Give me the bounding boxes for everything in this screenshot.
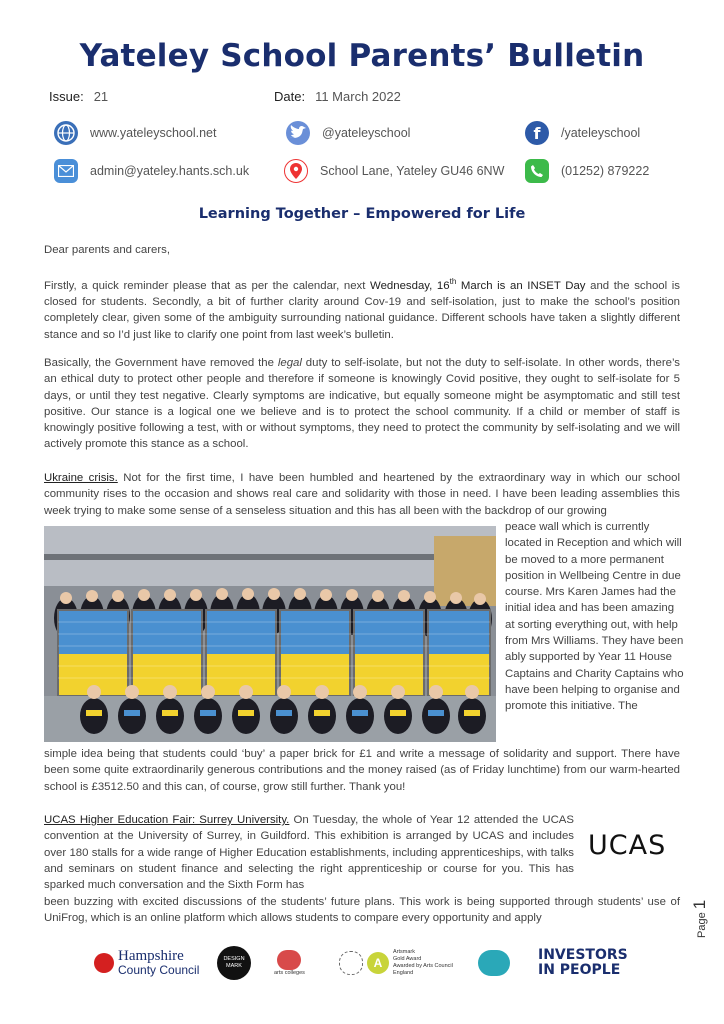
page-label: Page	[696, 912, 708, 938]
paragraph-ukraine	[44, 470, 680, 519]
facebook-icon: f	[525, 121, 549, 145]
ucas-heading: UCAS Higher Education Fair: Surrey University.	[44, 814, 290, 826]
twitter-contact[interactable]	[286, 121, 410, 145]
globe-icon	[54, 121, 78, 145]
rose-icon	[94, 953, 114, 973]
phone-text: (01252) 879222	[561, 164, 650, 178]
bulletin-subtitle: Learning Together – Empowered for Life	[198, 206, 526, 222]
email-text: admin@yateley.hants.sch.uk	[90, 164, 250, 178]
iip-text-1: INVESTORS	[538, 947, 628, 963]
phone-icon	[525, 159, 549, 183]
issue-line	[49, 89, 108, 104]
arts-colleges-logo	[274, 942, 305, 984]
map-pin-icon	[284, 159, 308, 183]
greeting: Dear parents and carers,	[44, 244, 170, 256]
issue-label: Issue:	[49, 89, 84, 104]
teal-swirl-icon	[478, 950, 510, 976]
phone-contact[interactable]	[525, 159, 649, 183]
p2-emphasis: legal	[277, 357, 302, 369]
hampshire-text-2: County Council	[118, 963, 200, 977]
ucas-logo: UCAS	[588, 830, 667, 861]
p1-text-b: and the school is closed for students. Secondly, a bit of further clarity around Cov-19 and self-isolation, just to make the school’s position completely clear, given some of the ambiguity surrounding national guidance. Different schools have taken a slightly different stance and so I’d just like to clarify one point from last week’s bulletin.	[44, 279, 680, 341]
arts-colleges-text: arts colleges	[274, 970, 305, 976]
ucas-text-a: On Tuesday, the whole of Year 12 attended the UCAS convention at the University of Surrey, in Guildford. This exhibition is arranged by UCAS and includes over 180 stalls for a wide range of Higher Education establishments, including apprenticeships, with talks and seminars on student finance and selecting the right apprenticeship or course for you. This has sparked much conversation and the Sixth Form has	[44, 814, 574, 892]
footer-logos	[0, 942, 724, 986]
date-value: 11 March 2022	[315, 89, 401, 104]
peace-wall-photo	[44, 526, 496, 742]
issue-value: 21	[93, 89, 109, 104]
arts-colleges-icon	[277, 950, 301, 970]
page-number	[690, 898, 710, 938]
p1-bold: Wednesday, 16th March is an INSET Day	[370, 277, 586, 292]
ucas-text-b: been buzzing with excited discussions of the students’ future plans. This work is being supported through students’ use of UniFrog, which is an online platform which allows students to compare every opportunity and apply	[44, 896, 680, 925]
facebook-text: /yateleyschool	[561, 126, 641, 140]
address-contact	[284, 159, 504, 183]
twitter-icon	[286, 121, 310, 145]
hampshire-logo	[94, 942, 199, 984]
envelope-icon	[54, 159, 78, 183]
website-contact[interactable]	[54, 121, 216, 145]
page-number-value: 1	[690, 899, 709, 910]
ukraine-text-a: Not for the first time, I have been humbled and heartened by the extraordinary way in which our school community rises to the occasion and shows real care and solidarity with those in need. I have been leading assemblies this week trying to make some sense of a senseless situation and this has all been with the backdrop of our growing	[44, 472, 680, 517]
p2-text-b: duty to self-isolate, but not the duty to self-isolate. In other words, there’s an ethical duty to protect other people and therefore if someone is knowingly Covid positive, they ought to self-isolate for 5 days, or until they test negative. Clearly symptoms are indicative, but equally someone might be asymptomatic and still test positive. Our stance is a logical one we believe and is to protect the school community. If a child or member of staff is knowingly positive following a test, with or without symptoms, they need to protect the community by self-isolating and we will actively promote this stance as a school.	[44, 357, 680, 451]
design-mark-text: DESIGN MARK	[217, 946, 251, 980]
email-contact[interactable]	[54, 159, 249, 183]
p2-text-a: Basically, the Government have removed the	[44, 357, 278, 369]
p1-text-a: Firstly, a quick reminder please that as per the calendar, next	[44, 279, 371, 292]
iip-text-2: IN PEOPLE	[538, 962, 621, 978]
artsmark-seal-icon	[339, 951, 363, 975]
ukraine-text-b: simple idea being that students could ‘buy’ a paper brick for £1 and write a message of solidarity and support. There have been some quite extraordinarily generous contributions and the money raised (as of Friday lunchtime) from our warm-hearted school is £3512.50 and this can, of course, grow still further. Thank you!	[44, 748, 680, 793]
ukraine-side-text: peace wall which is currently located in Reception and which will be moved to a more permanent position in Wellbeing Centre in due course. Mrs Karen James had the initial idea and has been amazing at sorting everything out, with help from Mrs Williams. They have been ably supported by Year 11 House Captains and Charity Captains who have been helping to organise and promote this initiative. The	[505, 521, 684, 713]
artsmark-logo	[339, 942, 457, 984]
artsmark-a-icon: A	[367, 952, 389, 974]
teal-logo	[478, 942, 510, 984]
address-text: School Lane, Yateley GU46 6NW	[320, 164, 505, 178]
artsmark-text-3: Awarded by Arts Council England	[393, 963, 453, 976]
investors-in-people-logo	[538, 942, 628, 984]
bulletin-title: Yateley School Parents’ Bulletin	[79, 38, 645, 74]
paragraph-inset-day	[44, 274, 680, 343]
paragraph-isolation	[44, 355, 680, 453]
artsmark-text-1: Artsmark	[393, 949, 415, 955]
hampshire-text-1: Hampshire	[118, 948, 184, 964]
ukraine-heading: Ukraine crisis.	[44, 472, 118, 484]
artsmark-text-2: Gold Award	[393, 956, 422, 962]
twitter-text: @yateleyschool	[322, 126, 411, 140]
paragraph-ucas	[44, 812, 574, 893]
facebook-contact[interactable]	[525, 121, 640, 145]
date-label: Date:	[274, 89, 306, 104]
design-mark-logo	[217, 942, 251, 984]
website-text: www.yateleyschool.net	[90, 126, 217, 140]
date-line	[274, 89, 401, 104]
